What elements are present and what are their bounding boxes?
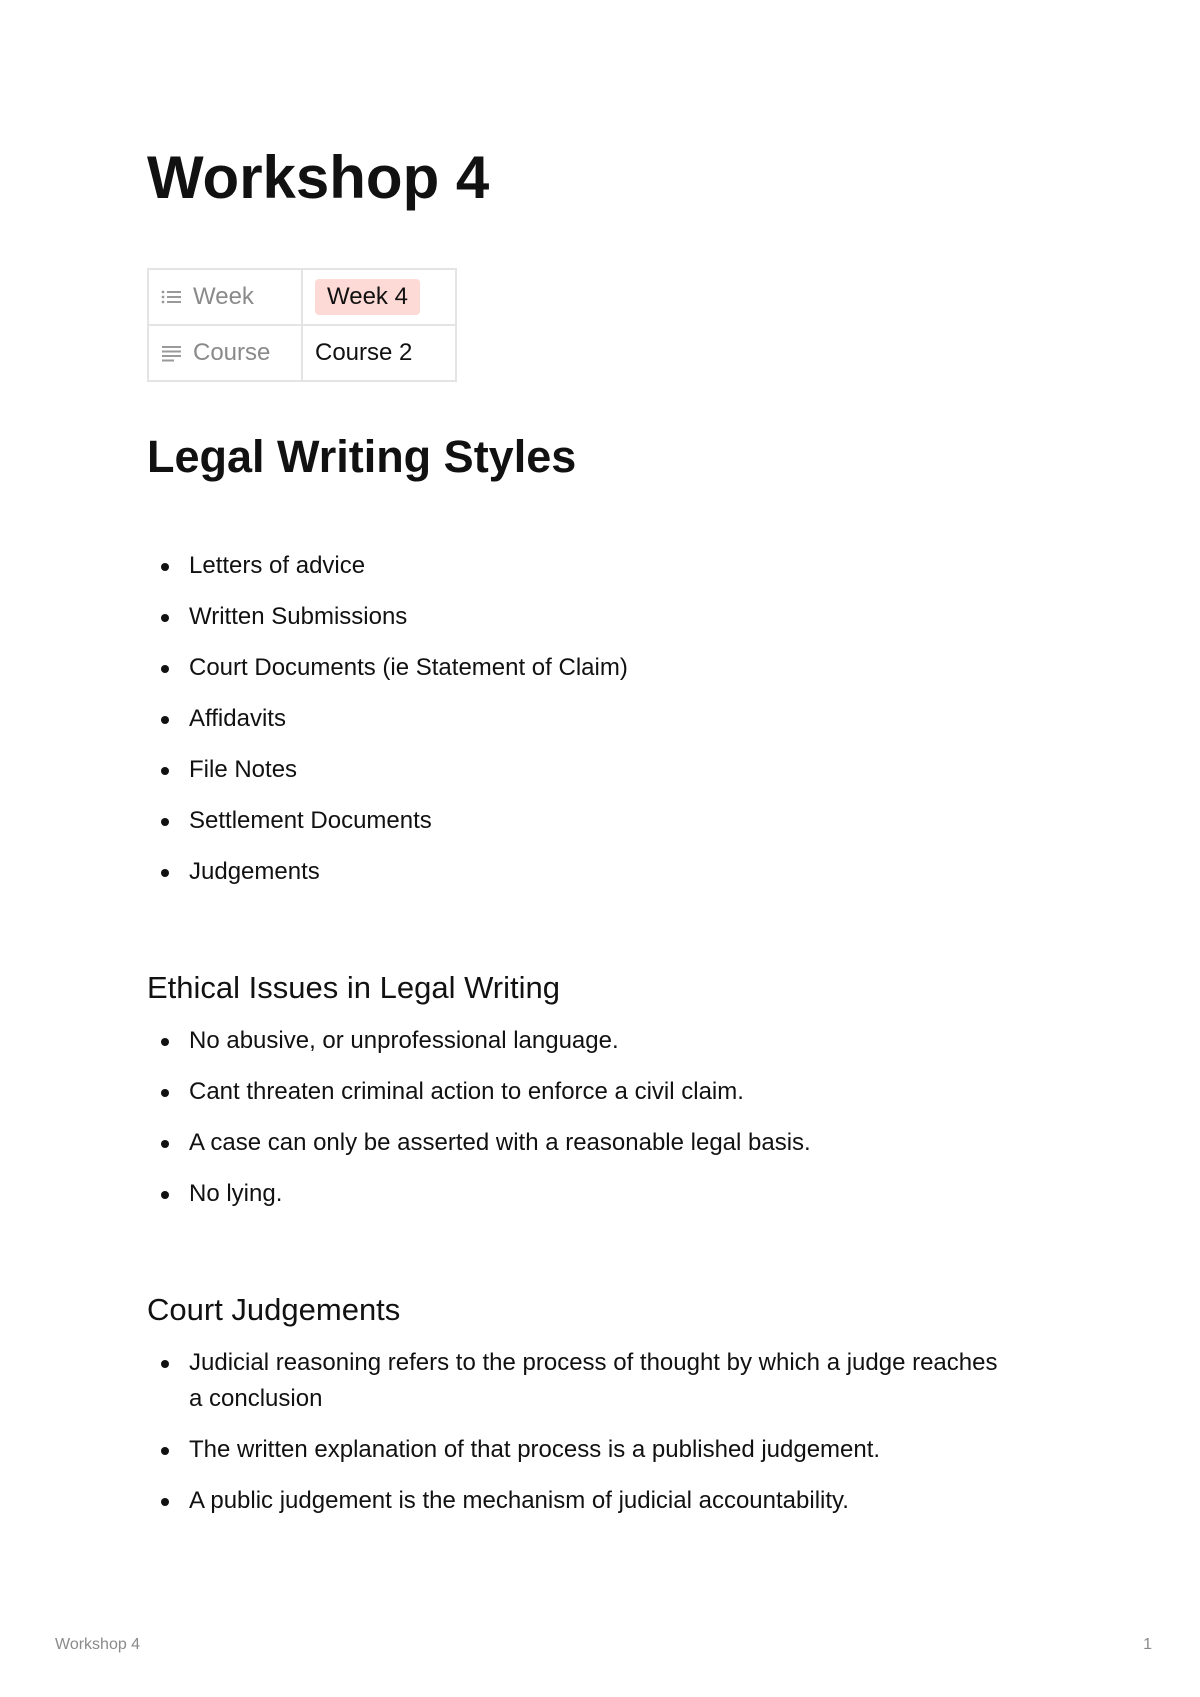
list-item: No lying. bbox=[147, 1176, 1007, 1212]
list-item: Letters of advice bbox=[147, 548, 1007, 584]
bullet-icon bbox=[161, 1498, 169, 1506]
bullet-icon bbox=[161, 1038, 169, 1046]
heading-legal-writing-styles: Legal Writing Styles bbox=[147, 431, 577, 482]
list-item: Judgements bbox=[147, 854, 1007, 890]
property-key-week bbox=[148, 269, 302, 325]
bullet-icon bbox=[161, 1447, 169, 1455]
bullet-icon bbox=[161, 716, 169, 724]
bullet-icon bbox=[161, 1089, 169, 1097]
bullet-icon bbox=[161, 563, 169, 571]
heading-court-judgements: Court Judgements bbox=[147, 1292, 401, 1327]
bullet-icon bbox=[161, 1191, 169, 1199]
list-item: Affidavits bbox=[147, 701, 1007, 737]
property-key-week-label: Week bbox=[193, 283, 254, 310]
footer-title: Workshop 4 bbox=[55, 1636, 141, 1653]
property-value-week[interactable] bbox=[302, 269, 456, 325]
property-value-course[interactable]: Course 2 bbox=[302, 325, 456, 381]
court-judgements-list bbox=[147, 1345, 1007, 1519]
bullet-icon bbox=[161, 665, 169, 673]
text-lines-icon bbox=[161, 344, 183, 362]
legal-writing-styles-list bbox=[147, 548, 1007, 890]
bullet-icon bbox=[161, 869, 169, 877]
bullet-icon bbox=[161, 1140, 169, 1148]
property-row-course bbox=[148, 325, 456, 381]
list-item: A case can only be asserted with a reasonable legal basis. bbox=[147, 1125, 1007, 1161]
bullet-icon bbox=[161, 614, 169, 622]
bullet-icon bbox=[161, 818, 169, 826]
bullet-icon bbox=[161, 1360, 169, 1368]
week-tag[interactable]: Week 4 bbox=[315, 279, 420, 315]
list-item: Cant threaten criminal action to enforce a civil claim. bbox=[147, 1074, 1007, 1110]
heading-ethical-issues: Ethical Issues in Legal Writing bbox=[147, 970, 560, 1005]
property-key-course bbox=[148, 325, 302, 381]
list-item: The written explanation of that process is a published judgement. bbox=[147, 1432, 1007, 1468]
properties-table bbox=[147, 268, 457, 382]
property-row-week bbox=[148, 269, 456, 325]
ethical-issues-list bbox=[147, 1023, 1007, 1212]
property-key-course-label: Course bbox=[193, 339, 271, 366]
list-icon bbox=[161, 288, 183, 306]
page-title: Workshop 4 bbox=[147, 144, 490, 211]
list-item: No abusive, or unprofessional language. bbox=[147, 1023, 1007, 1059]
footer-page-number: 1 bbox=[1143, 1636, 1152, 1653]
list-item: Court Documents (ie Statement of Claim) bbox=[147, 650, 1007, 686]
bullet-icon bbox=[161, 767, 169, 775]
list-item: Judicial reasoning refers to the process of thought by which a judge reaches a conclusion bbox=[147, 1345, 1007, 1417]
list-item: A public judgement is the mechanism of judicial accountability. bbox=[147, 1483, 1007, 1519]
list-item: File Notes bbox=[147, 752, 1007, 788]
list-item: Settlement Documents bbox=[147, 803, 1007, 839]
list-item: Written Submissions bbox=[147, 599, 1007, 635]
